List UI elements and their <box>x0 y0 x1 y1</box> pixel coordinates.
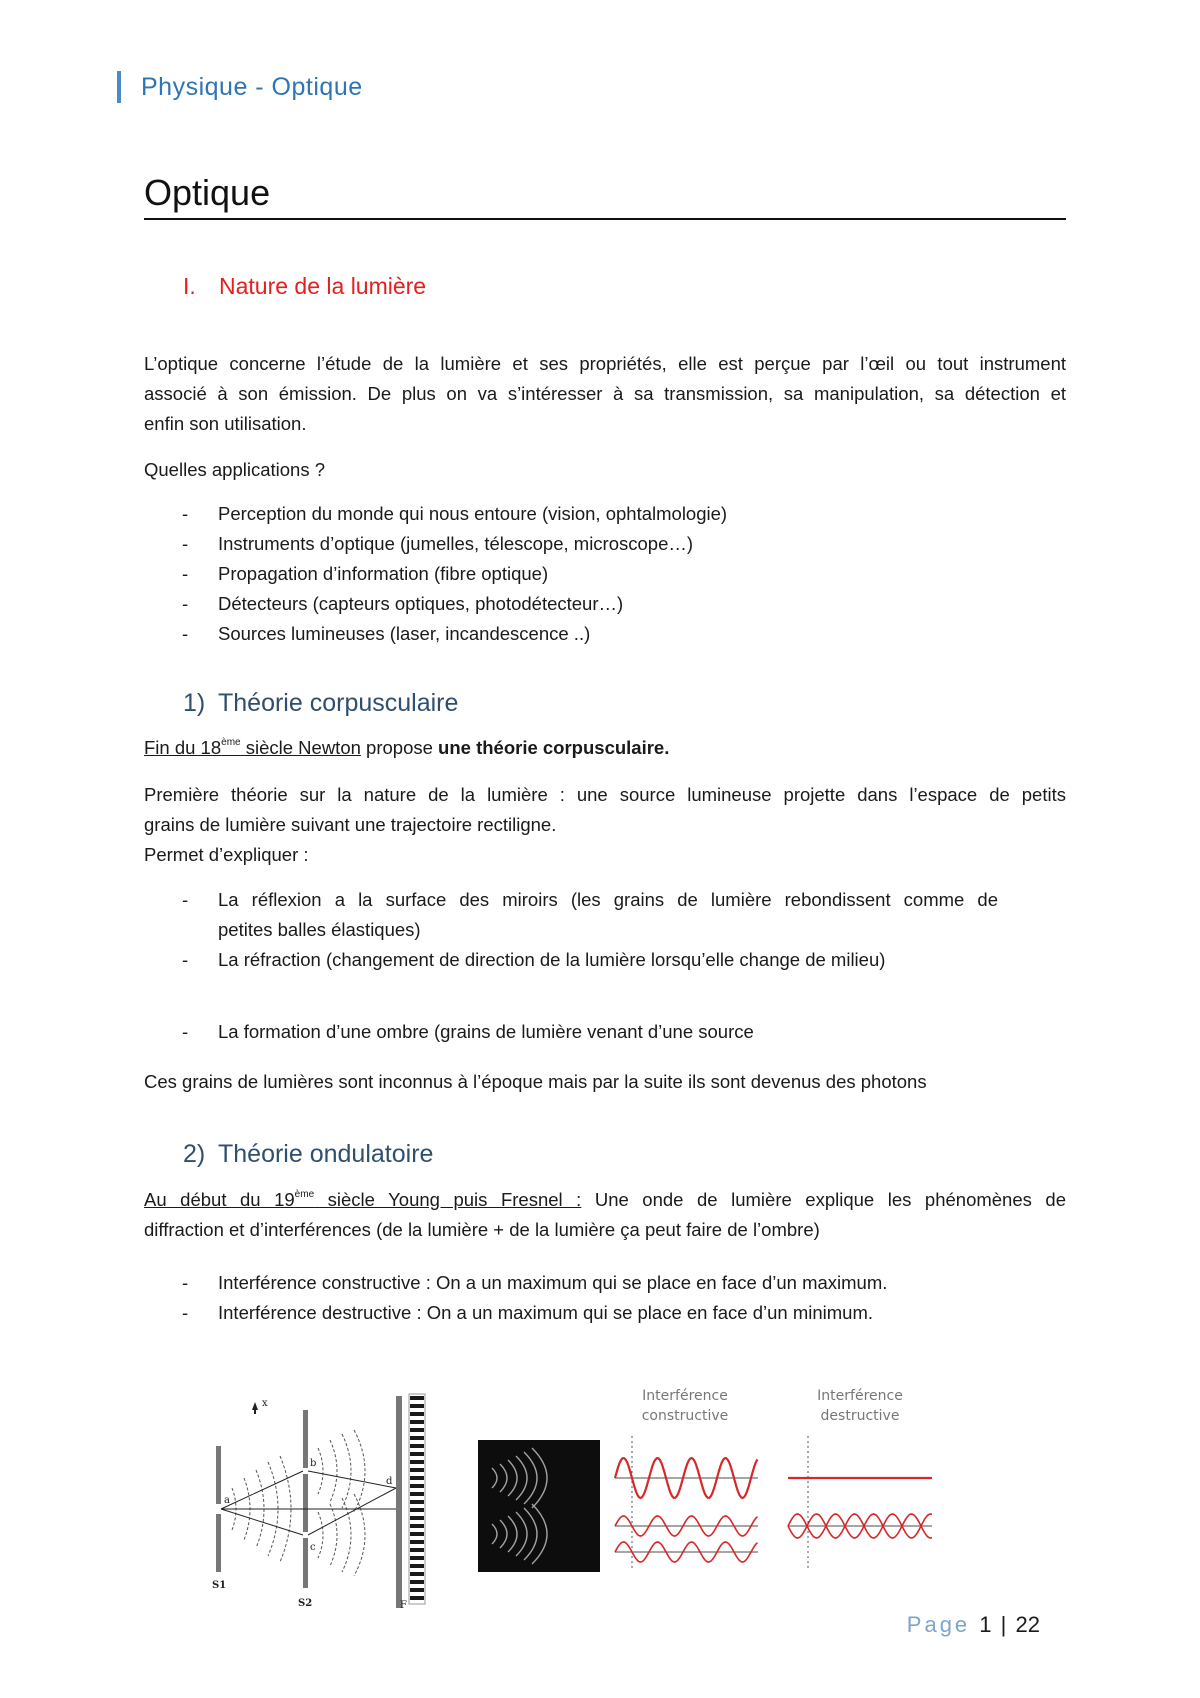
list-dash: - <box>182 623 189 644</box>
superscript: ème <box>221 737 241 748</box>
running-header <box>117 70 363 104</box>
list-item-text: petites balles élastiques) <box>218 919 421 940</box>
fringe-band <box>410 1412 424 1416</box>
list-item <box>144 885 1066 915</box>
fringe-band <box>410 1540 424 1544</box>
interference-list <box>144 1268 1066 1328</box>
subsection-number: 1) <box>183 689 206 717</box>
superscript: ème <box>294 1189 315 1200</box>
barrier-s2-bottom <box>303 1538 308 1588</box>
label-x: x <box>262 1398 268 1409</box>
fringe-strip <box>409 1394 425 1604</box>
paragraph-line: diffraction et d’interférences (de la lumière + de la lumière ça peut faire de l’ombre) <box>144 1219 820 1240</box>
section-heading <box>183 273 426 300</box>
list-dash: - <box>182 563 189 584</box>
fringe-band <box>410 1460 424 1464</box>
subsection-heading <box>183 1140 433 1169</box>
lead-underlined <box>144 737 361 758</box>
interference-figure <box>210 1378 990 1610</box>
fringe-band <box>410 1468 424 1472</box>
wavefronts-s2-top <box>318 1430 365 1512</box>
barrier-s1-top <box>216 1446 221 1504</box>
wave-lead <box>144 1185 1066 1245</box>
lead-text: siècle Newton <box>240 737 361 758</box>
fringe-band <box>410 1532 424 1536</box>
header-title: Physique - Optique <box>141 72 363 101</box>
fringe-band <box>410 1548 424 1552</box>
list-item-text: Sources lumineuses (laser, incandescence ..) <box>218 623 591 644</box>
list-dash: - <box>182 889 189 910</box>
label-s2: S2 <box>298 1598 313 1609</box>
lead-underlined <box>144 1189 581 1210</box>
list-item-text: La réfraction (changement de direction de la lumière lorsqu’elle change de milieu) <box>218 949 886 970</box>
subsection-title: Théorie corpusculaire <box>218 689 459 717</box>
subsection-number: 2) <box>183 1140 206 1168</box>
list-item <box>144 499 1066 529</box>
ray-ab <box>221 1471 303 1509</box>
footer-page-total: 22 <box>1015 1612 1040 1637</box>
footer-page-word: Page <box>906 1612 971 1637</box>
corpuscular-paragraph <box>144 780 1066 870</box>
list-dash: - <box>182 593 189 614</box>
list-item-text: Détecteurs (capteurs optiques, photodétecteur…) <box>218 593 624 614</box>
list-item-text: Instruments d’optique (jumelles, télescope, microscope…) <box>218 533 694 554</box>
newton-lead <box>144 733 1066 763</box>
lead-text: siècle Young puis Fresnel : <box>314 1189 582 1210</box>
wavefronts-s2-bottom <box>318 1494 365 1576</box>
list-dash: - <box>182 503 189 524</box>
interference-photo <box>478 1440 600 1572</box>
fringe-band <box>410 1444 424 1448</box>
list-dash: - <box>182 1302 189 1323</box>
destructive-label: destructive <box>820 1408 900 1424</box>
lead-text: Au début du 19 <box>144 1189 295 1210</box>
list-item-text: Propagation d’information (fibre optique) <box>218 563 549 584</box>
label-c: c <box>310 1542 316 1553</box>
section-title: Nature de la lumière <box>219 273 427 299</box>
list-dash: - <box>182 533 189 554</box>
label-s1: S1 <box>212 1580 227 1591</box>
fringe-band <box>410 1588 424 1592</box>
list-item <box>144 1017 1066 1047</box>
paragraph-line: grains de lumière suivant une trajectoire rectiligne. <box>144 814 557 835</box>
screen-f <box>396 1396 402 1608</box>
footer-separator: | <box>1000 1612 1007 1637</box>
intro-paragraph <box>144 349 1066 439</box>
list-item <box>144 589 1066 619</box>
figure-svg <box>210 1378 990 1610</box>
paragraph-line <box>144 1185 1066 1215</box>
subsection-title: Théorie ondulatoire <box>218 1140 434 1168</box>
constructive-panel <box>615 1388 758 1568</box>
subsection-heading <box>183 689 458 718</box>
fringe-band <box>410 1484 424 1488</box>
fringe-band <box>410 1556 424 1560</box>
fringe-band <box>410 1564 424 1568</box>
page-footer <box>907 1612 1040 1638</box>
list-dash: - <box>182 949 189 970</box>
fringe-band <box>410 1396 424 1400</box>
header-accent-bar <box>117 71 121 103</box>
fringe-band <box>410 1500 424 1504</box>
double-slit-diagram <box>212 1396 407 1610</box>
intro-line: associé à son émission. De plus on va s’intéresser à sa transmission, sa manipulation, sa détection et <box>144 383 1066 404</box>
list-item-text: Interférence destructive : On a un maximum qui se place en face d’un minimum. <box>218 1302 873 1323</box>
list-item <box>144 529 1066 559</box>
fringe-band <box>410 1580 424 1584</box>
ray-cd <box>308 1488 396 1535</box>
list-item-text: La formation d’une ombre (grains de lumière venant d’une source <box>218 1021 754 1042</box>
fringe-band <box>410 1452 424 1456</box>
ray-bd <box>308 1471 396 1488</box>
fringe-band <box>410 1476 424 1480</box>
list-item <box>144 619 1066 649</box>
list-item <box>144 945 1066 975</box>
label-f: F <box>400 1600 407 1610</box>
photons-conclusion: Ces grains de lumières sont inconnus à l’époque mais par la suite ils sont devenus des photons <box>144 1071 927 1092</box>
section-number: I. <box>183 273 196 299</box>
fringe-band <box>410 1404 424 1408</box>
barrier-s2-top <box>303 1410 308 1468</box>
lead-bold: une théorie corpusculaire. <box>438 737 670 758</box>
label-a: a <box>224 1495 230 1506</box>
destructive-panel <box>788 1388 932 1568</box>
explanations-list <box>144 885 1066 1047</box>
destructive-label: Interférence <box>817 1388 903 1404</box>
list-item <box>144 559 1066 589</box>
fringe-band <box>410 1492 424 1496</box>
paragraph-line: Permet d’expliquer : <box>144 844 309 865</box>
barrier-s2-mid <box>303 1474 308 1532</box>
intro-line: L’optique concerne l’étude de la lumière et ses propriétés, elle est perçue par l’œil ou tout instrument <box>144 353 1066 374</box>
list-item <box>144 1298 1066 1328</box>
lead-text: Une onde de lumière explique les phénomènes de <box>581 1189 1066 1210</box>
list-dash: - <box>182 1021 189 1042</box>
footer-page-number: 1 <box>979 1612 992 1637</box>
fringe-band <box>410 1524 424 1528</box>
x-axis-arrowhead <box>252 1402 258 1410</box>
constructive-label: Interférence <box>642 1388 728 1404</box>
fringe-band <box>410 1420 424 1424</box>
applications-list <box>144 499 1066 649</box>
list-item-text: Interférence constructive : On a un maximum qui se place en face d’un maximum. <box>218 1272 888 1293</box>
lead-text: Fin du 18 <box>144 737 222 758</box>
list-item-text: La réflexion a la surface des miroirs (les grains de lumière rebondissent comme de <box>218 889 998 910</box>
paragraph-line: Première théorie sur la nature de la lumière : une source lumineuse projette dans l’espace de petits <box>144 784 1066 805</box>
fringe-band <box>410 1508 424 1512</box>
label-b: b <box>310 1458 317 1469</box>
list-item <box>144 1268 1066 1298</box>
fringe-band <box>410 1428 424 1432</box>
lead-text: propose <box>360 737 439 758</box>
barrier-s1-bottom <box>216 1514 221 1572</box>
fringe-band <box>410 1596 424 1600</box>
intro-line: enfin son utilisation. <box>144 413 307 434</box>
label-d: d <box>386 1476 393 1487</box>
fringe-band <box>410 1436 424 1440</box>
list-dash: - <box>182 1272 189 1293</box>
list-item-continuation <box>144 915 1066 945</box>
applications-question: Quelles applications ? <box>144 459 325 480</box>
fringe-band <box>410 1516 424 1520</box>
list-item-text: Perception du monde qui nous entoure (vision, ophtalmologie) <box>218 503 728 524</box>
fringe-band <box>410 1572 424 1576</box>
document-title: Optique <box>144 172 1066 220</box>
constructive-label: constructive <box>641 1408 729 1424</box>
